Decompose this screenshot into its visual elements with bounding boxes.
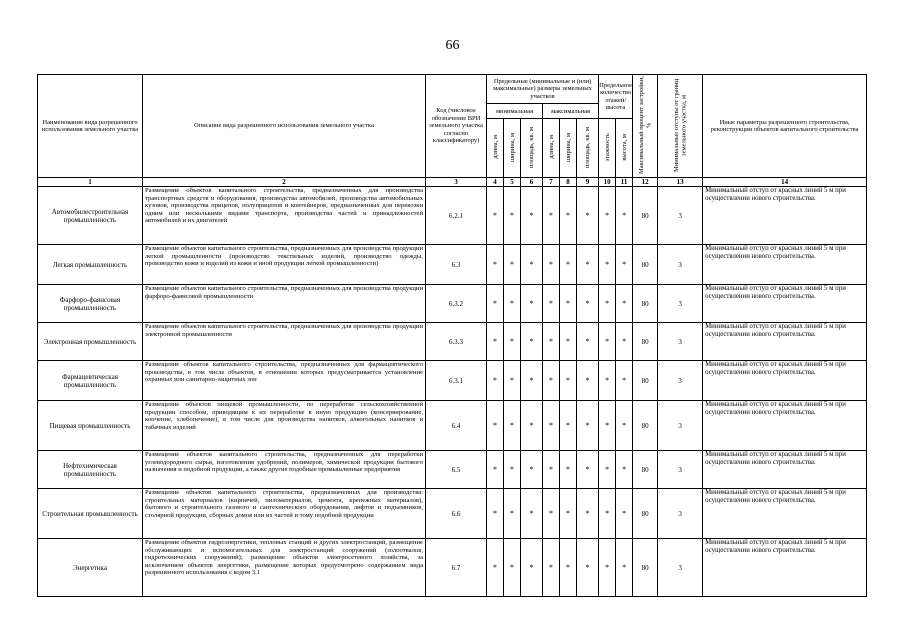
land-use-description: Размещение объектов капитального строительства, предназначенных для производства продукции электронной промышленности [143,323,426,361]
other-params-value: Минимальный отступ от красных линий 5 м при осуществлении нового строительства. [703,245,867,285]
column-number: 14 [703,178,867,187]
max-length-value: * [543,187,560,245]
land-use-name: Пищевая промышленность [38,401,143,451]
other-params-value: Минимальный отступ от красных линий 5 м при осуществлении нового строительства. [703,323,867,361]
max-coverage-value: 80 [633,323,658,361]
height-value: * [616,451,633,489]
column-number: 2 [143,178,426,187]
min-width-value: * [504,401,521,451]
storeys-value: * [599,361,616,401]
header-height: высота, м [616,119,633,178]
column-number: 13 [658,178,703,187]
max-length-value: * [543,539,560,597]
land-use-code: 6.5 [426,451,487,489]
column-number: 7 [543,178,560,187]
land-use-code: 6.3.3 [426,323,487,361]
min-area-value: * [521,245,543,285]
header-max-coverage: Максимальный процент застройки, % [633,75,658,178]
other-params-value: Минимальный отступ от красных линий 5 м при осуществлении нового строительства. [703,285,867,323]
max-width-value: * [560,187,577,245]
other-params-value: Минимальный отступ от красных линий 5 м при осуществлении нового строительства. [703,401,867,451]
min-width-value: * [504,361,521,401]
max-area-value: * [577,539,599,597]
min-width-value: * [504,539,521,597]
header-floors-group: Предельное количество этажей/высота [599,75,633,119]
header-other-params: Иные параметры разрешенного строительства, реконструкции объектов капитального строительства [703,75,867,178]
min-length-value: * [487,323,504,361]
min-setback-value: 3 [658,539,703,597]
max-width-value: * [560,245,577,285]
height-value: * [616,539,633,597]
header-description: Описание вида разрешенного использования земельного участка [143,75,426,178]
min-setback-value: 3 [658,489,703,539]
header-max-group: максимальная [543,104,599,119]
column-number: 8 [560,178,577,187]
max-length-value: * [543,451,560,489]
max-coverage-value: 80 [633,245,658,285]
land-use-code: 6.3.1 [426,361,487,401]
max-coverage-value: 80 [633,187,658,245]
header-min-group: минимальная [487,104,543,119]
height-value: * [616,285,633,323]
table-row [38,323,867,361]
table-row [38,187,867,245]
page-number: 66 [445,38,460,53]
land-use-code: 6.3.2 [426,285,487,323]
min-length-value: * [487,539,504,597]
header-max-length: длина, м [543,119,560,178]
max-area-value: * [577,451,599,489]
storeys-value: * [599,285,616,323]
table-row [38,361,867,401]
land-use-name: Энергетика [38,539,143,597]
min-area-value: * [521,539,543,597]
column-number: 6 [521,178,543,187]
column-number: 9 [577,178,599,187]
other-params-value: Минимальный отступ от красных линий 5 м при осуществлении нового строительства. [703,451,867,489]
other-params-value: Минимальный отступ от красных линий 5 м при осуществлении нового строительства. [703,361,867,401]
height-value: * [616,361,633,401]
storeys-value: * [599,401,616,451]
land-use-name: Автомобилестроительная промышленность [38,187,143,245]
land-use-description: Размещение объектов капитального строительства, предназначенных для переработки углеводородного сырья, изготовления удобрений, полимеров, химической продукции бытового назначения и подобной продукции, а также другие подобные промышленные предприятия [143,451,426,489]
min-length-value: * [487,187,504,245]
min-area-value: * [521,323,543,361]
land-use-name: Нефтехимическая промышленность [38,451,143,489]
min-length-value: * [487,489,504,539]
header-name: Наименование вида разрешенного использования земельного участка [38,75,143,178]
land-use-table [37,74,867,597]
max-length-value: * [543,401,560,451]
max-area-value: * [577,401,599,451]
max-coverage-value: 80 [633,451,658,489]
max-width-value: * [560,285,577,323]
max-width-value: * [560,361,577,401]
land-use-code: 6.7 [426,539,487,597]
height-value: * [616,401,633,451]
header-min-length: длина, м [487,119,504,178]
min-area-value: * [521,401,543,451]
header-code: Код (числовое обозначение ВРИ земельного участка согласно классификатору) [426,75,487,178]
land-use-name: Фарфоро-фаянсовая промышленность [38,285,143,323]
header-storeys: этажность [599,119,616,178]
table-row [38,285,867,323]
max-coverage-value: 80 [633,539,658,597]
land-use-description: Размещение объектов капитального строительства, предназначенных для производства: строительных материалов (кирпичей, пиломатериалов, цемента, крепежных материалов), бытового и строительного газового и сантехнического оборудования, лифтов и подъемников, столярной продукции, сборных домов или их частей и тому подобной продукции [143,489,426,539]
land-use-description: Размещение объектов капитального строительства, предназначенных для производства транспортных средств и оборудования, производства автомобилей, производства автомобильных кузовов, производства прицепов, полуприцепов и контейнеров, предназначенных для перевозки одним или несколькими видами транспорта, производства частей и принадлежностей автомобилей и их двигателей [143,187,426,245]
storeys-value: * [599,245,616,285]
land-use-description: Размещение объектов капитального строительства, предназначенных для производства продукции легкой промышленности (производство текстильных изделий, производство одежды, производство кожи и изделий из кожи и иной продукции легкой промышленности) [143,245,426,285]
min-length-value: * [487,361,504,401]
min-width-value: * [504,489,521,539]
storeys-value: * [599,489,616,539]
max-length-value: * [543,361,560,401]
land-use-description: Размещение объектов пищевой промышленности, по переработке сельскохозяйственной продукции способом, приводящим к их переработке в иную продукцию (консервирование, копчение, хлебопечение), в том числе для производства напитков, алкогольных напитков и табачных изделий [143,401,426,451]
column-numbers-row [38,178,867,187]
max-area-value: * [577,361,599,401]
table-row [38,401,867,451]
header-max-area: площадь, кв. м [577,119,599,178]
min-setback-value: 3 [658,285,703,323]
max-coverage-value: 80 [633,285,658,323]
max-area-value: * [577,285,599,323]
min-area-value: * [521,451,543,489]
max-area-value: * [577,187,599,245]
max-width-value: * [560,489,577,539]
max-area-value: * [577,489,599,539]
min-width-value: * [504,323,521,361]
max-length-value: * [543,323,560,361]
column-number: 3 [426,178,487,187]
table-row [38,539,867,597]
table-row [38,245,867,285]
max-coverage-value: 80 [633,401,658,451]
column-number: 4 [487,178,504,187]
land-use-name: Электронная промышленность [38,323,143,361]
min-setback-value: 3 [658,451,703,489]
storeys-value: * [599,539,616,597]
land-use-code: 6.4 [426,401,487,451]
land-use-description: Размещение объектов капитального строительства, предназначенных для производства продукции фарфоро-фаянсовой промышленности [143,285,426,323]
min-length-value: * [487,401,504,451]
min-area-value: * [521,361,543,401]
max-width-value: * [560,539,577,597]
header-min-area: площадь, кв. м [521,119,543,178]
min-width-value: * [504,187,521,245]
max-length-value: * [543,489,560,539]
min-area-value: * [521,285,543,323]
height-value: * [616,489,633,539]
land-use-description: Размещение объектов гидроэнергетики, тепловых станций и других электростанций, размещение обслуживающих и вспомогательных для электростанций сооружений (золоотвалов, гидротехнических сооружений); размещение объектов электросетевого хозяйства, за исключением объектов энергетики, размещение которых предусмотрено содержанием вида разрешенного использования с кодом 3.1 [143,539,426,597]
table-body [38,187,867,597]
header-min-setback: Минимальные отступы от границ земельного участка, м [658,75,703,178]
column-number: 1 [38,178,143,187]
table-row [38,489,867,539]
min-setback-value: 3 [658,323,703,361]
header-max-width: ширина, м [560,119,577,178]
max-coverage-value: 80 [633,361,658,401]
min-setback-value: 3 [658,401,703,451]
min-area-value: * [521,489,543,539]
min-length-value: * [487,245,504,285]
land-use-name: Легкая промышленность [38,245,143,285]
storeys-value: * [599,451,616,489]
min-width-value: * [504,451,521,489]
min-area-value: * [521,187,543,245]
height-value: * [616,245,633,285]
column-number: 5 [504,178,521,187]
header-min-width: ширина, м [504,119,521,178]
min-width-value: * [504,245,521,285]
max-width-value: * [560,323,577,361]
column-number: 11 [616,178,633,187]
min-setback-value: 3 [658,187,703,245]
storeys-value: * [599,187,616,245]
max-area-value: * [577,323,599,361]
other-params-value: Минимальный отступ от красных линий 5 м при осуществлении нового строительства. [703,539,867,597]
land-use-code: 6.3 [426,245,487,285]
column-number: 10 [599,178,616,187]
min-length-value: * [487,285,504,323]
land-use-code: 6.2.1 [426,187,487,245]
table-row [38,451,867,489]
height-value: * [616,323,633,361]
table-header [38,75,867,187]
height-value: * [616,187,633,245]
land-use-code: 6.6 [426,489,487,539]
land-use-description: Размещение объектов капитального строительства, предназначенных для фармацевтического производства, в том числе объектов, в отношении которых предусматривается установление охранных или санитарно-защитных зон [143,361,426,401]
storeys-value: * [599,323,616,361]
other-params-value: Минимальный отступ от красных линий 5 м при осуществлении нового строительства. [703,489,867,539]
max-coverage-value: 80 [633,489,658,539]
land-use-name: Фармацевтическая промышленность [38,361,143,401]
header-sizes-group: Предельные (минимальные и (или) максимальные) размеры земельных участков [487,75,599,104]
min-length-value: * [487,451,504,489]
max-length-value: * [543,285,560,323]
min-setback-value: 3 [658,245,703,285]
min-setback-value: 3 [658,361,703,401]
max-area-value: * [577,245,599,285]
document-table-container [37,74,867,597]
min-width-value: * [504,285,521,323]
other-params-value: Минимальный отступ от красных линий 5 м при осуществлении нового строительства. [703,187,867,245]
max-width-value: * [560,401,577,451]
max-width-value: * [560,451,577,489]
column-number: 12 [633,178,658,187]
max-length-value: * [543,245,560,285]
land-use-name: Строительная промышленность [38,489,143,539]
